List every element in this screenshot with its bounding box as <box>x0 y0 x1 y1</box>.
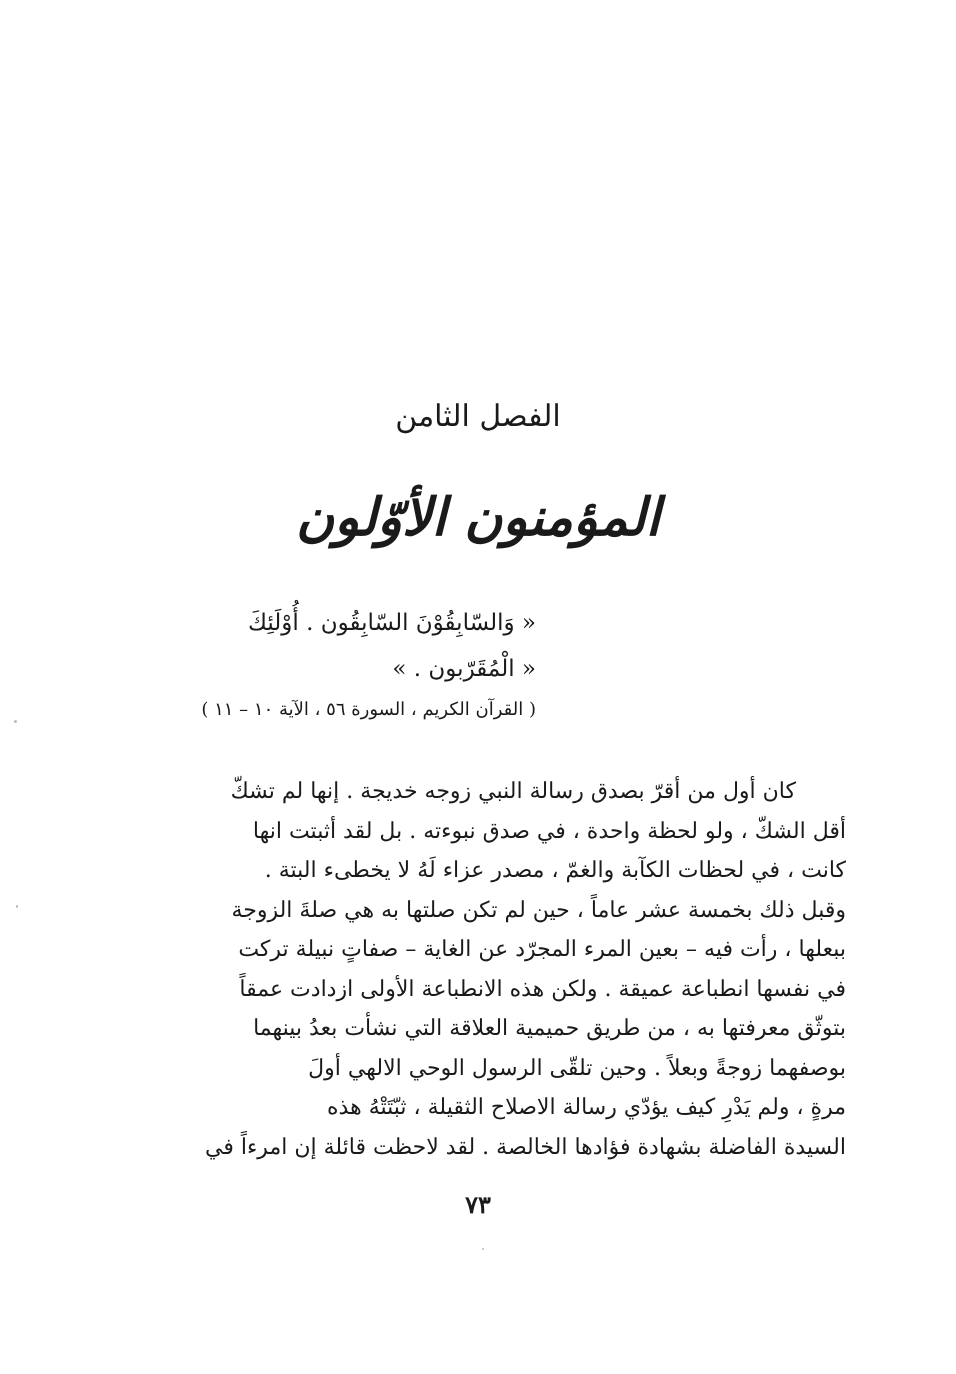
page-number: ٧٣ <box>465 1190 491 1219</box>
body-line: أقل الشكّ ، ولو لحظة واحدة ، في صدق نبوءته . بل لقد أثبتت انها <box>252 818 846 844</box>
epigraph-line: « وَالسّابِقُوْنَ السّابِقُون . أُوْلَئِكَ <box>247 610 536 636</box>
body-line: بتوثّق معرفتها به ، من طريق حميمية العلاقة التي نشأت بعدُ بينهما <box>253 1016 846 1041</box>
body-line: بوصفهما زوجةً وبعلاً . وحين تلقّى الرسول الوحي الالهي أولَ <box>308 1055 846 1081</box>
scan-speck <box>14 720 17 723</box>
scan-speck <box>482 1248 484 1250</box>
chapter-title: المؤمنون الأوّلون <box>295 487 661 548</box>
body-line: كان أول من أقرّ بصدق رسالة النبي زوجه خديجة . إنها لم تشكّ <box>230 779 796 804</box>
scan-speck <box>16 905 18 908</box>
body-line: مرةٍ ، ولم يَدْرِ كيف يؤدّي رسالة الاصلاح الثقيلة ، ثبّتَتْهُ هذه <box>327 1095 846 1120</box>
body-paragraph <box>116 772 846 1167</box>
body-line: ببعلها ، رأت فيه – بعين المرء المجرّد عن الغاية – صفاتٍ نبيلة تركت <box>238 937 846 962</box>
epigraph-line: « الْمُقَرّبون . » <box>392 656 536 682</box>
body-line: في نفسها انطباعة عميقة . ولكن هذه الانطباعة الأولى ازدادت عمقاً <box>239 976 846 1002</box>
epigraph <box>156 600 536 692</box>
body-line: السيدة الفاضلة بشهادة فؤادها الخالصة . لقد لاحظت قائلة إن امرءاً في <box>205 1134 846 1160</box>
chapter-label: الفصل الثامن <box>395 399 561 434</box>
epigraph-source: ( القرآن الكريم ، السورة ٥٦ ، الآية ١٠ – ١١ ) <box>201 699 536 720</box>
body-line: كانت ، في لحظات الكآبة والغمّ ، مصدر عزاء لَهُ لا يخطىء البتة . <box>264 858 846 883</box>
body-line: وقبل ذلك بخمسة عشر عاماً ، حين لم تكن صلتها به هي صلةَ الزوجة <box>231 897 846 923</box>
